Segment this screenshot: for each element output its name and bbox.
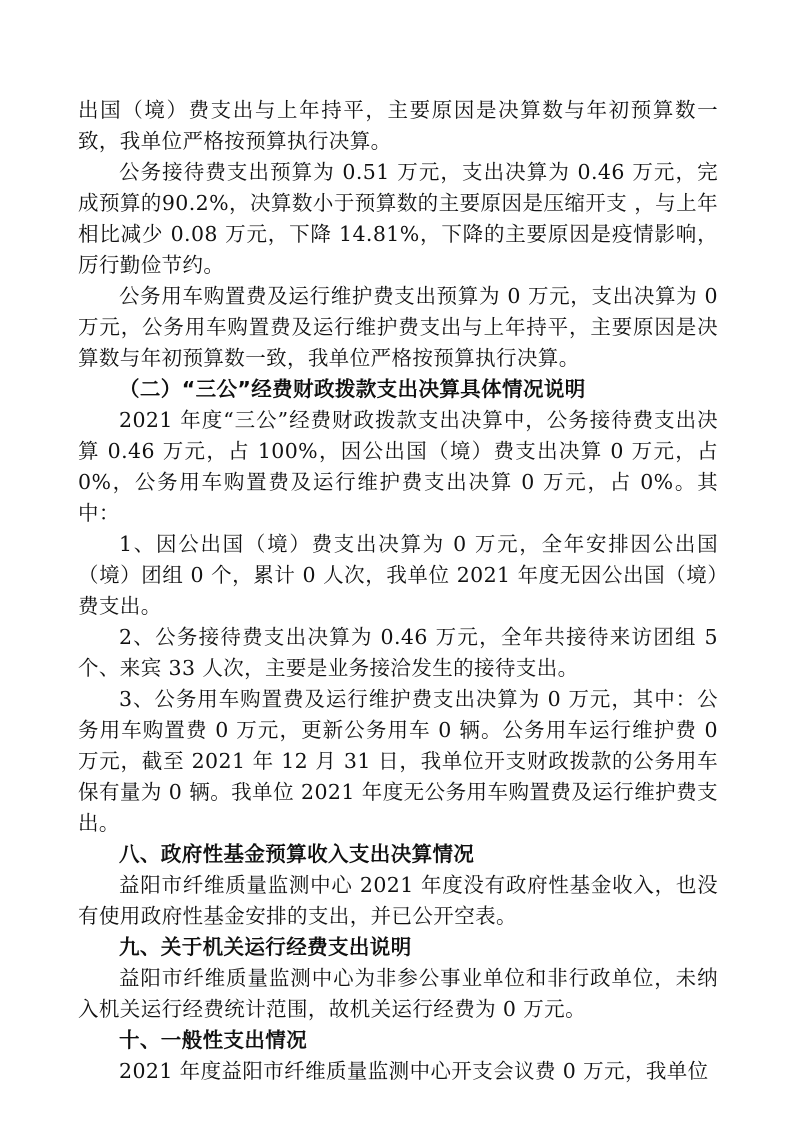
- section-heading-general-expense: 十、一般性支出情况: [119, 1028, 308, 1052]
- paragraph-vehicle-expense: 公务用车购置费及运行维护费支出预算为 0 万元，支出决算为 0 万元，公务用车购置费及运行维护费支出与上年持平，主要原因是决算数与年初预算数一致，我单位严格按预算执行决算。: [78, 284, 718, 370]
- paragraph-three-public-overview: 2021 年度“三公”经费财政拨款支出决算中，公务接待费支出决算 0.46 万元，占 100%，因公出国（境）费支出决算 0 万元，占 0%，公务用车购置费及运行维护费支出决算 0 万元，占 0%。其中：: [78, 408, 718, 525]
- section-heading-three-public-detail: （二）“三公”经费财政拨款支出决算具体情况说明: [119, 377, 586, 401]
- document-body: [78, 95, 718, 1087]
- paragraph-reception-expense: 公务接待费支出预算为 0.51 万元，支出决算为 0.46 万元，完成预算的90.2%，决算数小于预算数的主要原因是压缩开支 ，与上年相比减少 0.08 万元，下降 14.81%，下降的主要原因是疫情影响，厉行勤俭节约。: [78, 160, 718, 277]
- paragraph-item-reception: 2、公务接待费支出决算为 0.46 万元，全年共接待来访团组 5 个、来宾 33 人次，主要是业务接洽发生的接待支出。: [78, 625, 718, 680]
- section-heading-government-fund: 八、政府性基金预算收入支出决算情况: [119, 842, 475, 866]
- section-heading-operating-expense: 九、关于机关运行经费支出说明: [119, 935, 412, 959]
- paragraph-item-vehicle: 3、公务用车购置费及运行维护费支出决算为 0 万元，其中：公务用车购置费 0 万元，更新公务用车 0 辆。公务用车运行维护费 0 万元，截至 2021 年 12 月 31 日，我单位开支财政拨款的公务用车保有量为 0 辆。我单位 2021 年度无公务用车购置费及运行维护费支出。: [78, 687, 718, 835]
- paragraph-item-outbound: 1、因公出国（境）费支出决算为 0 万元，全年安排因公出国（境）团组 0 个，累计 0 人次，我单位 2021 年度无因公出国（境）费支出。: [78, 532, 718, 618]
- paragraph-government-fund: 益阳市纤维质量监测中心 2021 年度没有政府性基金收入，也没有使用政府性基金安排的支出，并已公开空表。: [78, 873, 718, 928]
- paragraph-outbound-travel-summary: 出国（境）费支出与上年持平，主要原因是决算数与年初预算数一致，我单位严格按预算执行决算。: [78, 98, 718, 153]
- paragraph-general-expense: 2021 年度益阳市纤维质量监测中心开支会议费 0 万元，我单位: [119, 1059, 709, 1083]
- paragraph-operating-expense: 益阳市纤维质量监测中心为非参公事业单位和非行政单位，未纳入机关运行经费统计范围，故机关运行经费为 0 万元。: [78, 966, 718, 1021]
